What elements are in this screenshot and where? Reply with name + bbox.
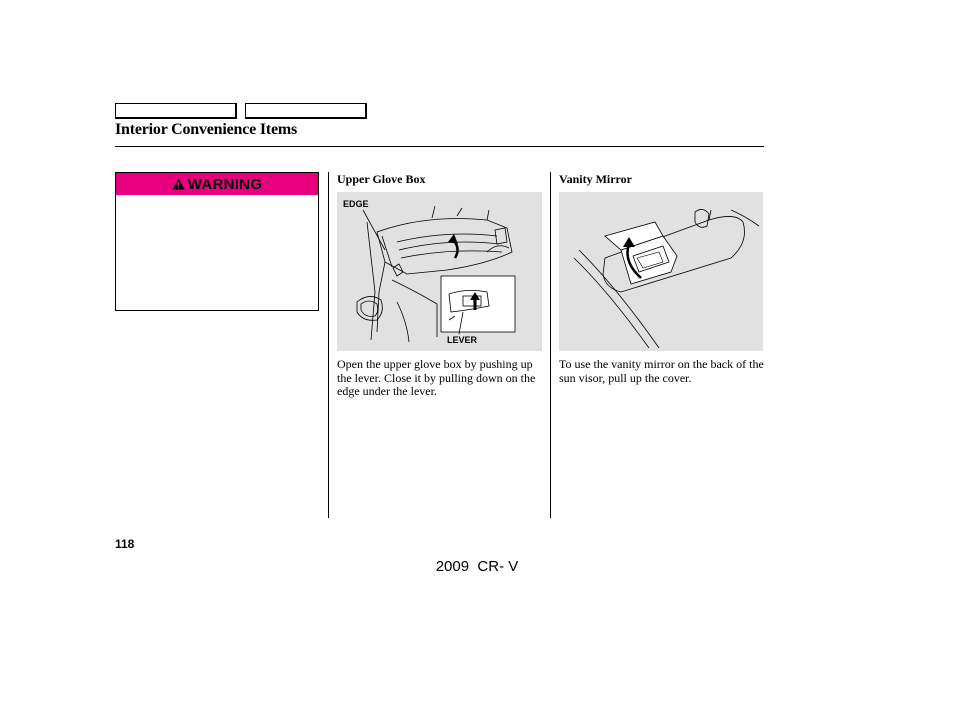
column-divider-2 xyxy=(550,172,551,518)
edge-label: EDGE xyxy=(343,199,369,209)
glove-box-text: Open the upper glove box by pushing up the lever. Close it by pulling down on the edge under the lever. xyxy=(337,357,536,398)
glove-box-illustration xyxy=(337,192,542,351)
page-title: Interior Convenience Items xyxy=(115,121,298,138)
glove-box-heading: Upper Glove Box xyxy=(337,172,426,186)
lever-label: LEVER xyxy=(447,335,478,345)
nav-button-2[interactable] xyxy=(245,103,367,119)
warning-header xyxy=(116,173,318,195)
vanity-mirror-heading: Vanity Mirror xyxy=(559,172,632,186)
warning-box xyxy=(115,172,319,311)
nav-button-1[interactable] xyxy=(115,103,237,119)
vanity-mirror-illustration xyxy=(559,192,763,351)
column-divider-1 xyxy=(328,172,329,518)
footer-model: 2009 CR- V xyxy=(435,558,519,575)
header-rule xyxy=(115,146,764,147)
warning-icon xyxy=(172,178,185,190)
page-number: 118 xyxy=(115,537,135,551)
warning-label: WARNING xyxy=(187,175,263,193)
vanity-mirror-text: To use the vanity mirror on the back of the sun visor, pull up the cover. xyxy=(559,357,764,385)
